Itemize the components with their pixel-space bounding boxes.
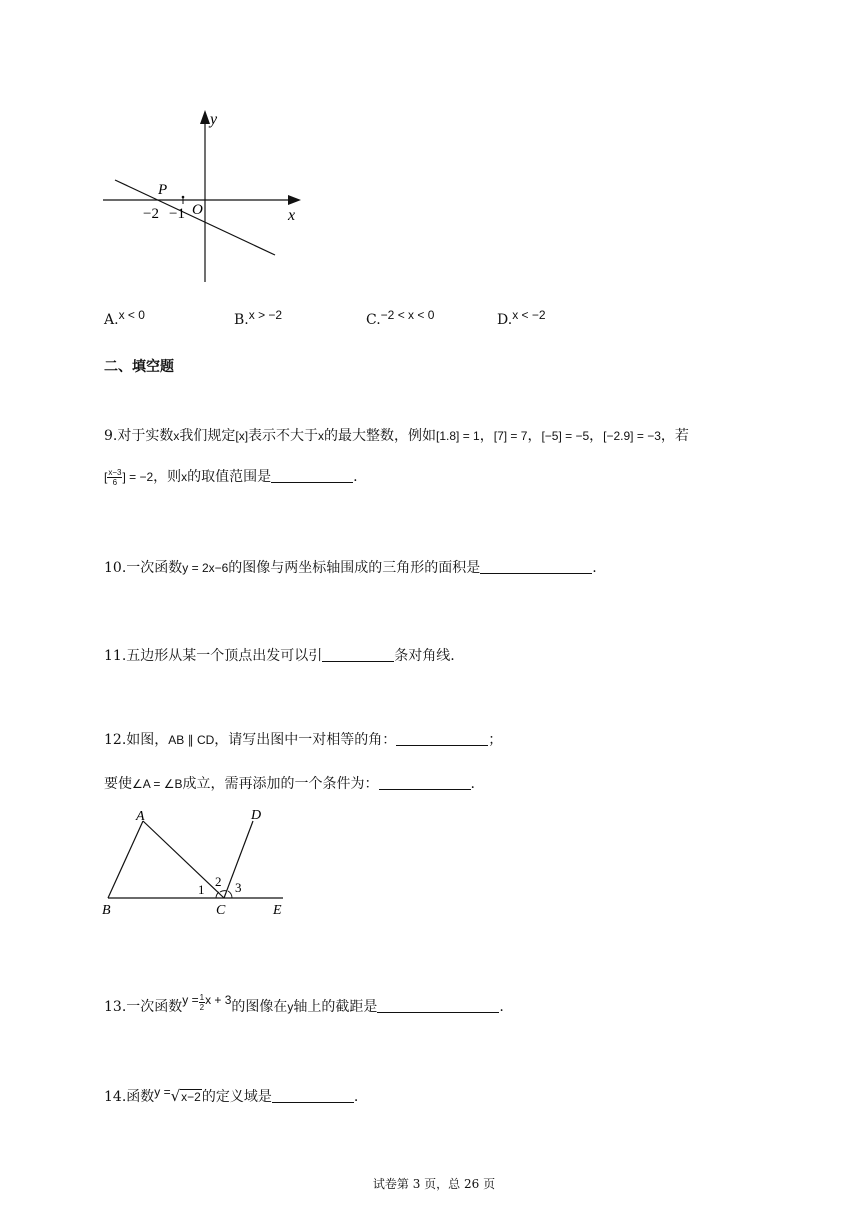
text: 我们规定 [179,428,236,444]
answer-blank[interactable] [272,1088,354,1103]
label-d: D [251,808,262,823]
angle-3-arc [228,891,232,898]
radicand: x−2 [181,1090,201,1104]
question-9-line1 [104,425,689,445]
y-axis-arrow [200,110,210,124]
text: 14.函数 [104,1089,155,1105]
question-13 [104,992,504,1017]
label-b: B [102,903,111,918]
neg2-label: −2 [143,206,159,222]
neg1-label: −1 [169,206,185,222]
answer-blank[interactable] [396,731,488,746]
text: ， [589,428,604,444]
text: . [353,469,358,485]
var-x: x [173,429,180,443]
text: 轴上的截距是 [293,999,378,1015]
text: ，若 [660,428,689,444]
var-x: x [318,429,325,443]
expression: y = [182,993,199,1007]
sqrt-icon: √ [170,1087,181,1105]
answer-blank[interactable] [379,775,471,790]
denominator: 6 [112,477,118,487]
text: ， [527,428,542,444]
denominator: 2 [199,1002,205,1012]
text: 10.一次函数 [104,560,183,576]
question-12-line2 [104,773,475,793]
x-axis-label: x [288,207,296,224]
text: 13.一次函数 [104,999,183,1015]
question-9-line2 [104,466,358,487]
expression: y = 2x−6 [182,561,229,575]
text: ，则 [153,469,182,485]
choice-c[interactable] [366,308,435,328]
choice-a[interactable] [104,308,145,328]
page-footer: 试卷第 3 页，总 26 页 [372,1177,496,1191]
question-11 [104,645,455,665]
line-ab [108,821,143,898]
example-4: [−2.9] = −3 [603,429,661,443]
label-c: C [216,903,226,918]
question-10 [104,557,597,577]
point-p [182,196,185,199]
expression: AB ∥ CD [168,733,215,747]
answer-blank[interactable] [377,998,499,1013]
line-ac [143,821,224,898]
text: 条对角线. [394,648,455,664]
expression: ∠A = ∠B [132,777,183,791]
answer-blank[interactable] [480,559,592,574]
y-axis-label: y [210,111,218,128]
text: 成立，需再添加的一个条件为： [182,776,379,792]
choice-expr: x < 0 [118,308,145,322]
var-x: x [181,470,188,484]
bracket: ] = −2 [122,470,154,484]
label-a: A [136,809,145,824]
text: 11.五边形从某一个顶点出发可以引 [104,648,323,664]
text: 的图像与两坐标轴围成的三角形的面积是 [228,560,481,576]
bracket: [ [104,470,108,484]
angle-2-label: 2 [215,874,222,889]
text: . [353,1089,359,1105]
angle-1-arc [216,892,219,898]
text: 12.如图， [104,732,169,748]
question-12-line1 [104,729,502,749]
choice-d[interactable] [497,308,546,328]
choice-letter: B. [234,312,249,328]
expression: y = [154,1085,171,1099]
x-axis-arrow [288,195,301,205]
example-2: [7] = 7 [493,429,528,443]
choice-letter: D. [497,312,513,328]
text: 的定义域是 [201,1089,272,1105]
text: ， [479,428,494,444]
coordinate-figure [95,100,315,290]
text: . [470,776,475,792]
answer-blank[interactable] [322,647,394,662]
text: 的图像在 [231,999,288,1015]
example-3: [−5] = −5 [541,429,590,443]
section-title: 二、填空题 [104,359,174,375]
numerator: 1 [199,992,205,1002]
expression: x + 3 [205,993,232,1007]
text: ； [488,732,503,748]
text: 的最大整数，例如 [324,428,437,444]
numerator: x−3 [108,467,122,477]
label-e: E [273,903,282,918]
text: . [592,560,597,576]
p-label: P [158,182,168,198]
choice-expr: x > −2 [248,308,283,322]
angle-1-label: 1 [198,882,205,897]
question-14 [104,1086,358,1106]
var-y: y [287,1000,294,1014]
choice-letter: C. [366,312,381,328]
choice-b[interactable] [234,308,283,328]
text: 的取值范围是 [187,469,272,485]
text: 表示不大于 [248,428,319,444]
angle-3-label: 3 [235,880,242,895]
bracket-x: [x] [235,429,249,443]
choice-expr: −2 < x < 0 [380,308,435,322]
example-1: [1.8] = 1 [436,429,480,443]
text: ，请写出图中一对相等的角： [214,732,397,748]
fraction [107,468,122,487]
origin-label: O [192,202,203,218]
text: 要使 [104,776,132,792]
choice-letter: A. [104,312,119,328]
text: . [499,999,504,1015]
choice-expr: x < −2 [512,308,546,322]
text: 9.对于实数 [104,428,174,444]
answer-blank[interactable] [271,468,353,483]
geometry-figure [98,803,298,921]
